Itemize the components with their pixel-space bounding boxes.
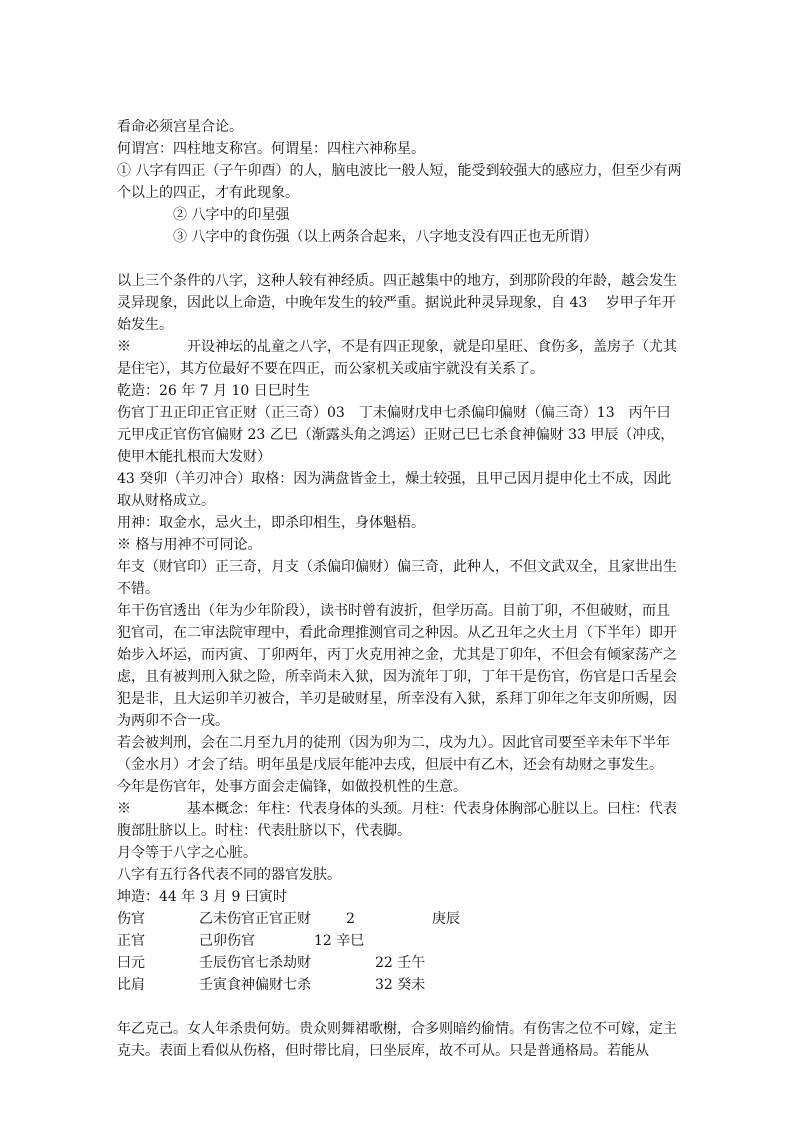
table-cell: 伤官	[117, 911, 145, 927]
table-cell	[461, 974, 561, 996]
numbered-point-2: ② 八字中的印星强	[173, 207, 290, 223]
text-line: 今年是伤官年，处事方面会走偏锋，如做投机性的生意。	[117, 779, 467, 795]
table-row	[117, 930, 682, 952]
paragraph: 年支（财官印）正三奇，月支（杀偏印偏财）偏三奇，此种人，不但文武双全，且家世出生不错。	[117, 559, 677, 597]
chart-heading: 坤造：44 年 3 月 9 曰寅时	[117, 889, 287, 905]
text-line: 看命必须宫星合论。	[117, 119, 243, 135]
table-cell: 壬寅食神偏财七杀	[199, 977, 311, 993]
table-cell: 乙未伤官正官正财	[199, 911, 311, 927]
table-cell: 12 辛巳	[314, 933, 365, 949]
table-cell: 正官	[117, 933, 145, 949]
text-line: ※ 格与用神不可同论。	[117, 537, 262, 553]
blank-line	[117, 996, 682, 1018]
numbered-point-1: ① 八字有四正（子午卯酉）的人，脑电波比一般人短，能受到较强大的感应力，但至少有两个以上的四正，才有此现象。	[117, 163, 682, 201]
chart-heading: 乾造：26 年 7 月 10 日巳时生	[117, 383, 310, 399]
paragraph: 若会被判刑，会在二月至九月的徒刑（因为卯为二，戌为九）。因此官司要至辛未年下半年（金水月）才会了结。明年虽是戊辰年能冲去戌，但辰中有乙木，还会有劫财之事发生。	[117, 735, 670, 773]
table-cell	[400, 930, 500, 952]
paragraph: 伤官丁丑正印正官正财（正三奇）03 丁未偏财戊申七杀偏印偏财（偏三奇）13 丙午曰元甲戌正官伤官偏财 23 乙巳（渐露头角之鸿运）正财己巳七杀食神偏财 33 甲辰（冲戌，使甲木能扎根而大发财）	[117, 405, 675, 465]
blank-line	[117, 248, 682, 270]
table-cell: 己卯伤官	[199, 933, 255, 949]
table-cell: 曰元	[117, 955, 145, 971]
table-cell: 比肩	[117, 977, 145, 993]
text-line: 何谓宫：四柱地支称宫。何谓星：四柱六神称星。	[117, 141, 425, 157]
paragraph: 以上三个条件的八字，这种人较有神经质。四正越集中的地方，到那阶段的年龄，越会发生灵异现象，因此以上命造，中晚年发生的较严重。据说此种灵异现象，自 43 岁甲子年开始发生。	[117, 273, 677, 333]
text-line: 八字有五行各代表不同的器官发肤。	[117, 867, 341, 883]
table-cell: 壬辰伤官七杀劫财	[199, 955, 311, 971]
pillar-table	[117, 908, 682, 996]
table-row	[117, 952, 682, 974]
numbered-point-3: ③ 八字中的食伤强（以上两条合起来，八字地支没有四正也无所谓）	[173, 229, 598, 245]
paragraph: 年干伤官透出（年为少年阶段），读书时曾有波折，但学历高。目前丁卯，不但破财，而且犯官司，在二审法院审理中，看此命理推测官司之种因。从乙丑年之火土月（下半年）即开始步入坏运，而丙寅、丁卯两年，丙丁火克用神之金，尤其是丁卯年，不但会有倾家荡产之虑，且有被判刑入狱之险，所幸尚未入狱，因为流年丁卯，丁年干是伤官，伤官是口舌星会犯是非，且大运卯羊刃被合，羊刃是破财星，所幸没有入狱，系拜丁卯年之年支卯所赐，因为两卯不合一戌。	[117, 603, 677, 729]
paragraph: 年乙克己。女人年杀贵何妨。贵众则舞裙歌榭，合多则暗约偷情。有伤害之位不可嫁，定主克夫。表面上看似从伤格，但时带比肩，曰坐辰库，故不可从。只是普通格局。若能从	[117, 1021, 677, 1059]
paragraph: ※ 开设神坛的乩童之八字，不是有四正现象，就是印星旺、食伤多，盖房子（尤其是住宅），其方位最好不要在四正，而公家机关或庙宇就没有关系了。	[117, 339, 677, 377]
table-cell: 22 壬午	[375, 955, 426, 971]
document-page	[117, 116, 682, 1062]
table-cell: 庚辰	[432, 911, 460, 927]
text-line: 月令等于八字之心脏。	[117, 845, 257, 861]
table-row	[117, 974, 682, 996]
paragraph: 43 癸卯（羊刃冲合）取格：因为满盘皆金土，燥土较强，且甲己因月提申化土不成，因此取从财格成立。	[117, 471, 672, 509]
table-cell: 2	[346, 911, 355, 927]
table-cell	[461, 952, 561, 974]
table-cell: 32 癸未	[375, 977, 426, 993]
text-line: 用神：取金水，忌火土，即杀印相生，身体魁梧。	[117, 515, 425, 531]
table-row	[117, 908, 682, 930]
paragraph: ※ 基本概念：年柱：代表身体的头颈。月柱：代表身体胸部心脏以上。曰柱：代表腹部肚脐以上。时柱：代表肚脐以下，代表脚。	[117, 801, 677, 839]
